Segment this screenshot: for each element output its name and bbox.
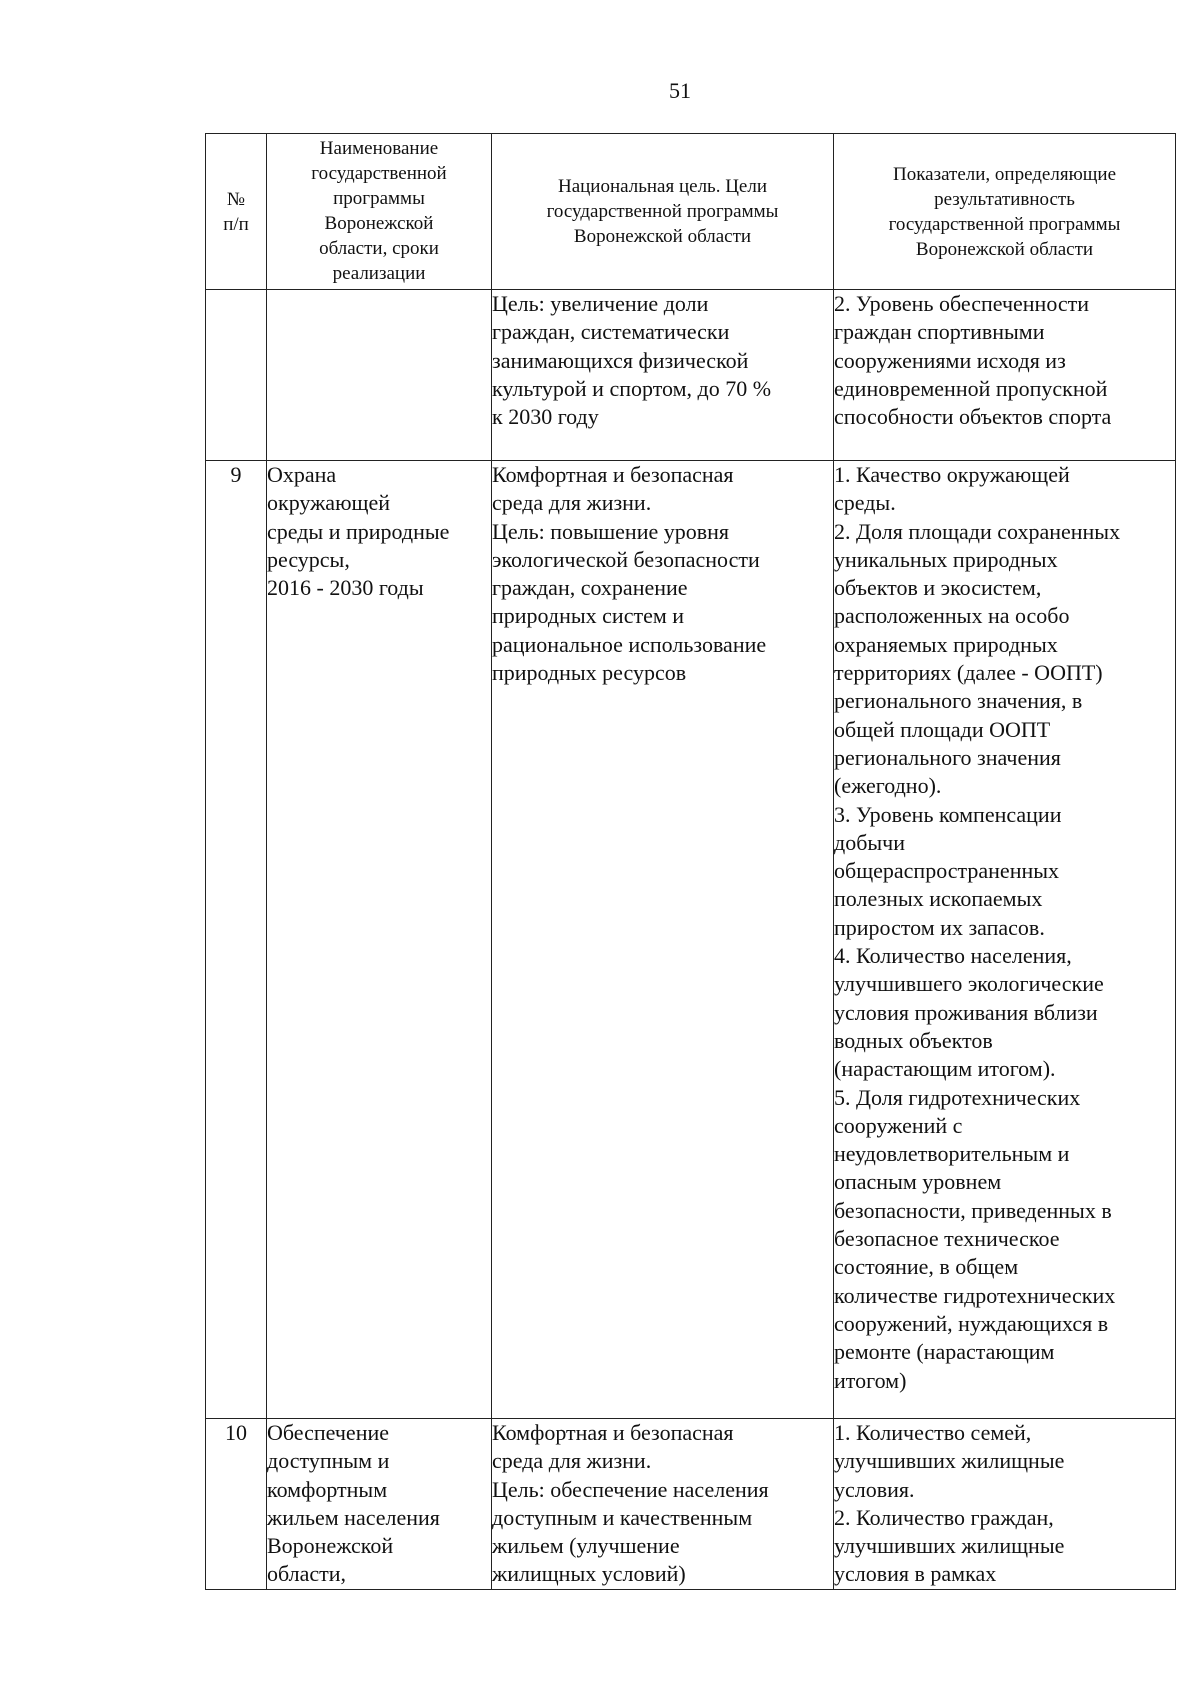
page-number: 51	[669, 78, 691, 103]
header-goal: Национальная цель. Цели государственной программы Воронежской области	[492, 134, 834, 290]
row-program: Обеспечение доступным и комфортным жильем населения Воронежской области,	[267, 1419, 492, 1590]
table-row	[206, 1419, 1176, 1590]
table-row	[206, 290, 1176, 461]
row-indicators: 2. Уровень обеспеченности граждан спортивными сооружениями исходя из единовременной пропускной способности объектов спорта	[834, 290, 1176, 461]
row-program: Охрана окружающей среды и природные ресурсы, 2016 - 2030 годы	[267, 461, 492, 1419]
header-num: № п/п	[206, 134, 267, 290]
row-indicators: 1. Качество окружающей среды. 2. Доля площади сохраненных уникальных природных объектов и экосистем, расположенных на особо охраняемых природных территориях (далее - ООПТ) регионального значения, в общей площади ООПТ регионального значения (ежегодно). 3. Уровень компенсации добычи общераспространенных полезных ископаемых приростом их запасов. 4. Количество населения, улучшившего экологические условия проживания вблизи водных объектов (нарастающим итогом). 5. Доля гидротехнических сооружений с неудовлетворительным и опасным уровнем безопасности, приведенных в безопасное техническое состояние, в общем количестве гидротехнических сооружений, нуждающихся в ремонте (нарастающим итогом)	[834, 461, 1176, 1419]
header-program: Наименование государственной программы Воронежской области, сроки реализации	[267, 134, 492, 290]
header-indicators: Показатели, определяющие результативность государственной программы Воронежской области	[834, 134, 1176, 290]
row-program	[267, 290, 492, 461]
row-indicators: 1. Количество семей, улучшивших жилищные условия. 2. Количество граждан, улучшивших жилищные условия в рамках	[834, 1419, 1176, 1590]
row-goal: Цель: увеличение доли граждан, систематически занимающихся физической культурой и спортом, до 70 % к 2030 году	[492, 290, 834, 461]
programs-table	[205, 133, 1176, 1590]
row-goal: Комфортная и безопасная среда для жизни. Цель: повышение уровня экологической безопасности граждан, сохранение природных систем и рациональное использование природных ресурсов	[492, 461, 834, 1419]
row-num: 10	[206, 1419, 267, 1590]
row-num: 9	[206, 461, 267, 1419]
table-header-row	[206, 134, 1176, 290]
table-row	[206, 461, 1176, 1419]
row-goal: Комфортная и безопасная среда для жизни. Цель: обеспечение населения доступным и качественным жильем (улучшение жилищных условий)	[492, 1419, 834, 1590]
row-num	[206, 290, 267, 461]
